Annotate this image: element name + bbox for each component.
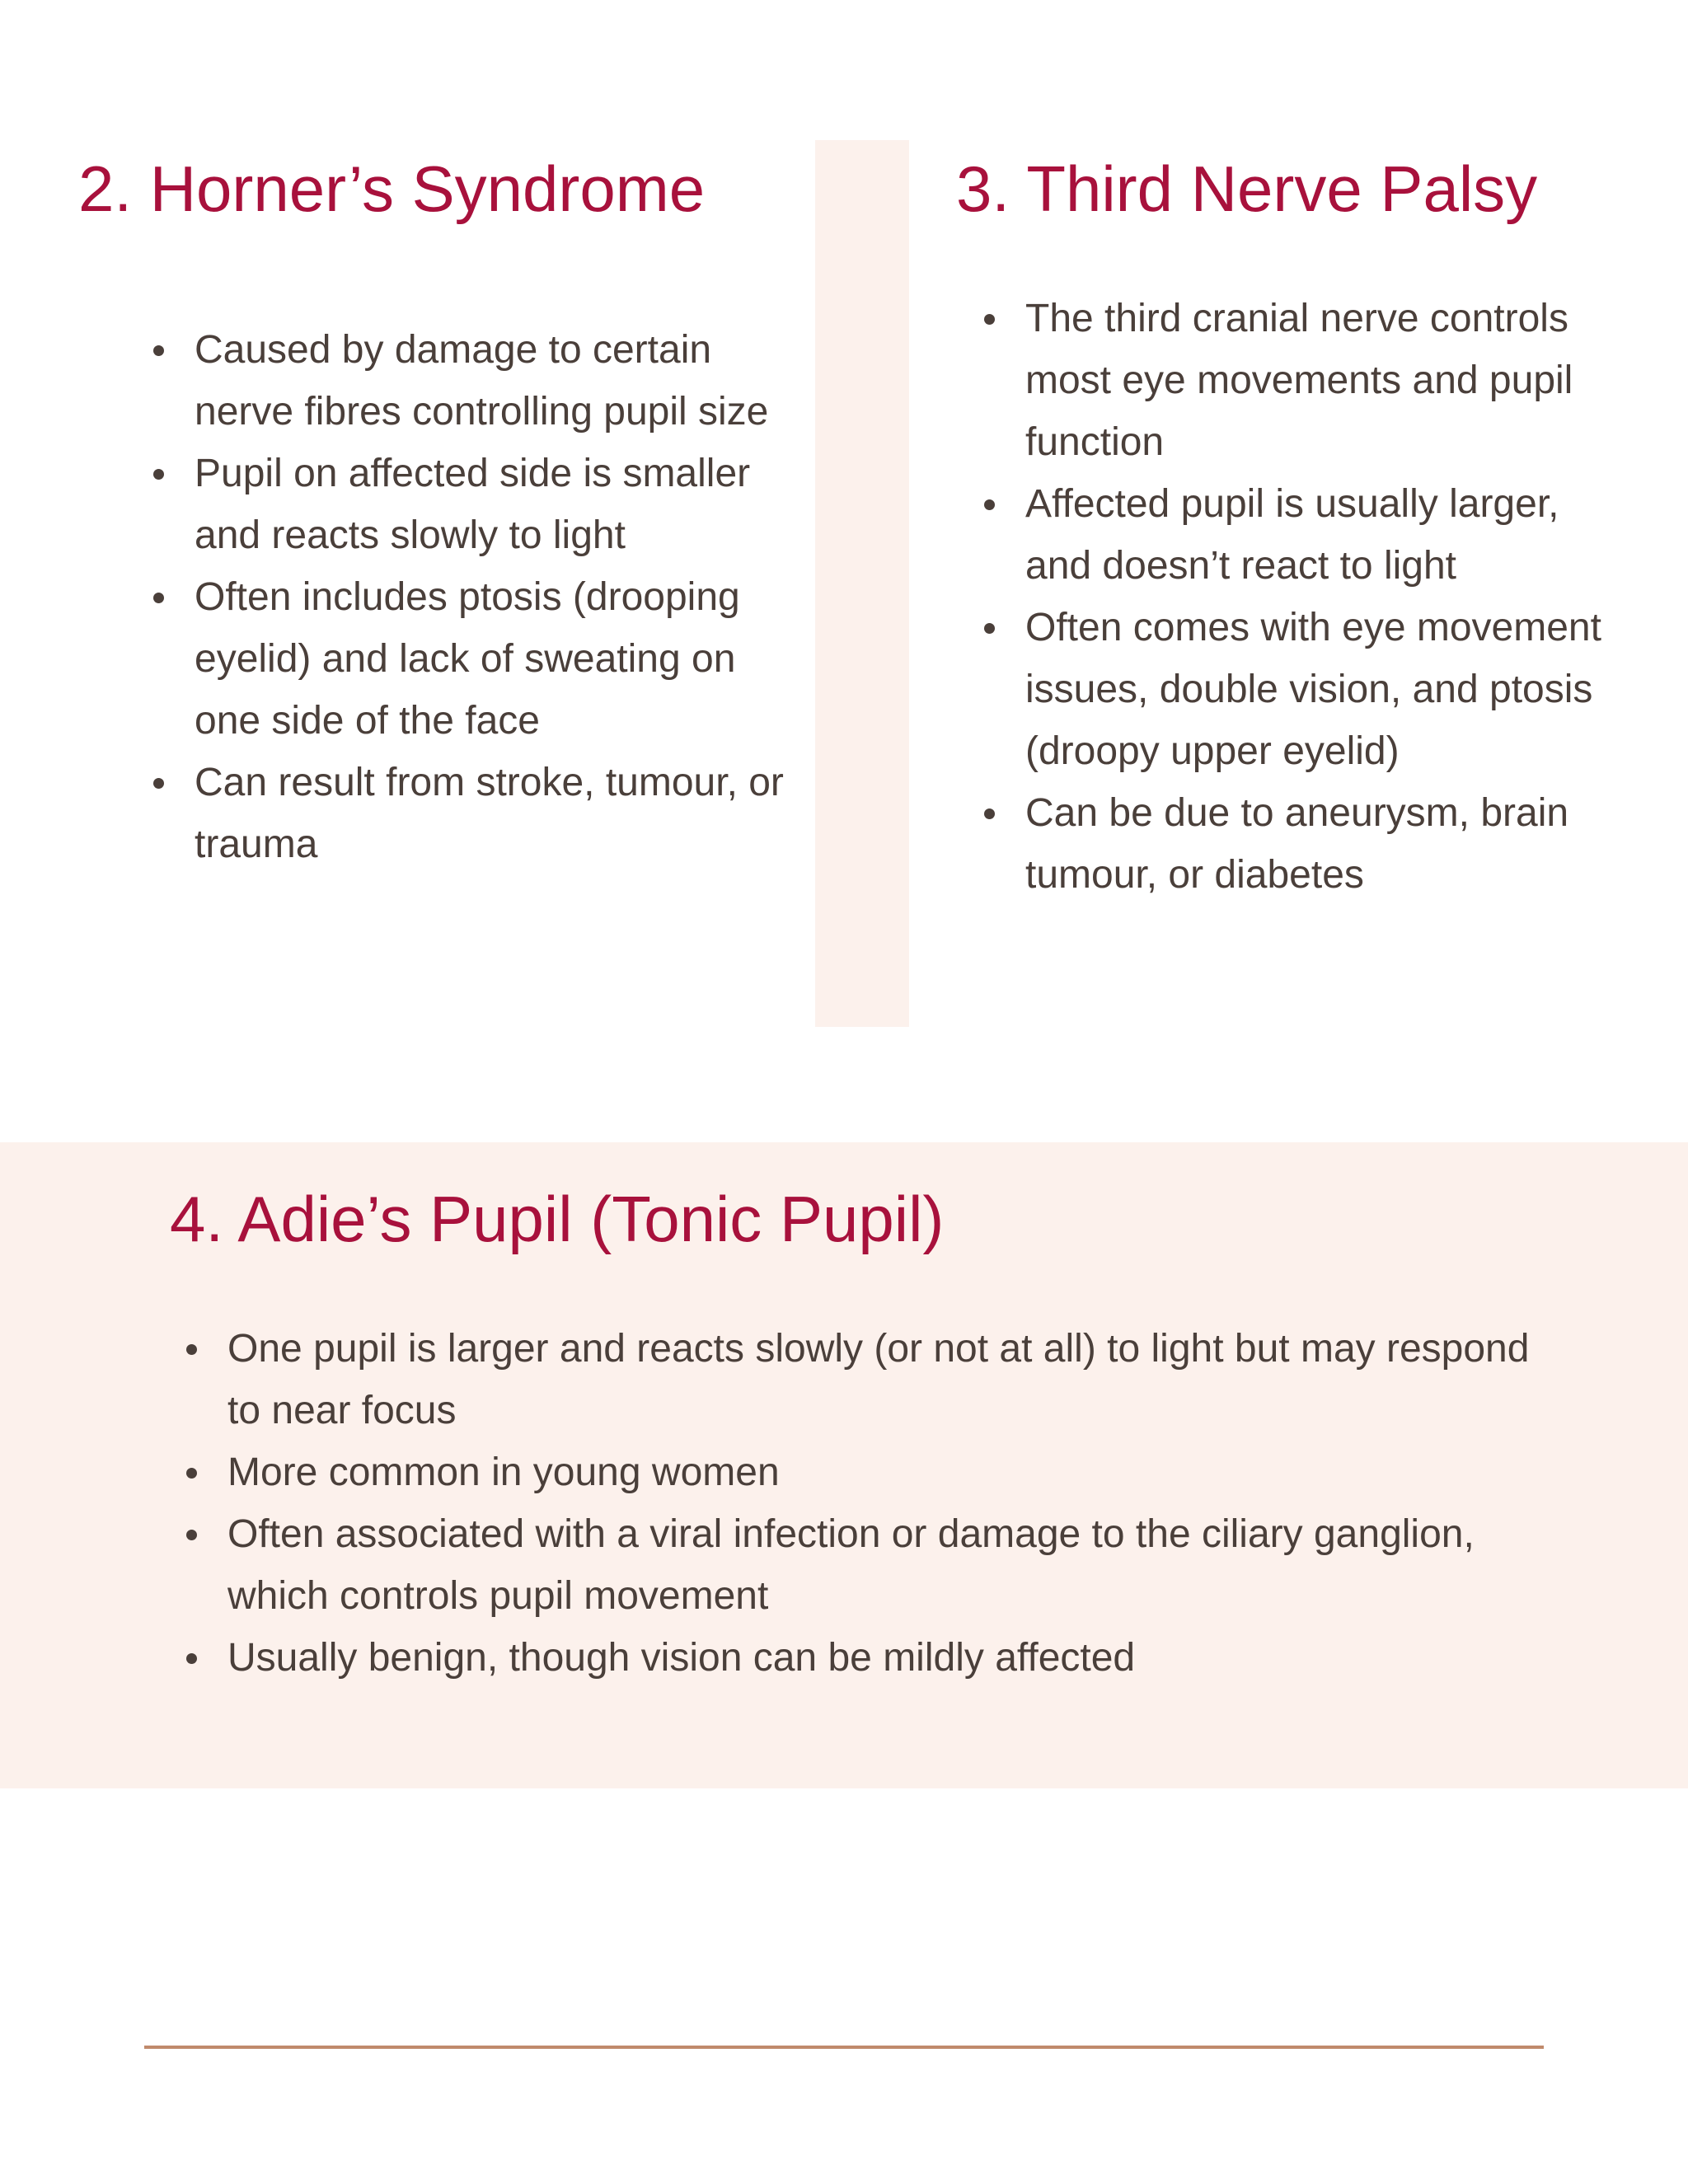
list-item: Usually benign, though vision can be mildly affected <box>186 1627 1571 1689</box>
list-item: More common in young women <box>186 1441 1571 1503</box>
list-item: Pupil on affected side is smaller and reacts slowly to light <box>153 443 796 566</box>
footer-rule <box>144 2046 1544 2049</box>
third-nerve-palsy-list <box>984 288 1631 906</box>
horners-syndrome-list <box>153 319 796 875</box>
section-title-horners-syndrome: 2. Horner’s Syndrome <box>78 152 706 225</box>
list-item: Often associated with a viral infection or damage to the ciliary ganglion, which controls pupil movement <box>186 1503 1571 1627</box>
adies-pupil-panel <box>0 1142 1688 1788</box>
list-item: Affected pupil is usually larger, and doesn’t react to light <box>984 473 1631 597</box>
section-title-third-nerve-palsy: 3. Third Nerve Palsy <box>956 152 1538 225</box>
column-divider-strip <box>815 140 909 1027</box>
section-title-adies-pupil: 4. Adie’s Pupil (Tonic Pupil) <box>170 1183 945 1255</box>
list-item: Caused by damage to certain nerve fibres controlling pupil size <box>153 319 796 443</box>
list-item: One pupil is larger and reacts slowly (or not at all) to light but may respond to near focus <box>186 1318 1571 1441</box>
adies-pupil-list <box>186 1318 1571 1689</box>
list-item: Can result from stroke, tumour, or trauma <box>153 752 796 875</box>
list-item: The third cranial nerve controls most eye movements and pupil function <box>984 288 1631 473</box>
list-item: Often includes ptosis (drooping eyelid) and lack of sweating on one side of the face <box>153 566 796 752</box>
list-item: Can be due to aneurysm, brain tumour, or diabetes <box>984 782 1631 906</box>
list-item: Often comes with eye movement issues, double vision, and ptosis (droopy upper eyelid) <box>984 597 1631 782</box>
